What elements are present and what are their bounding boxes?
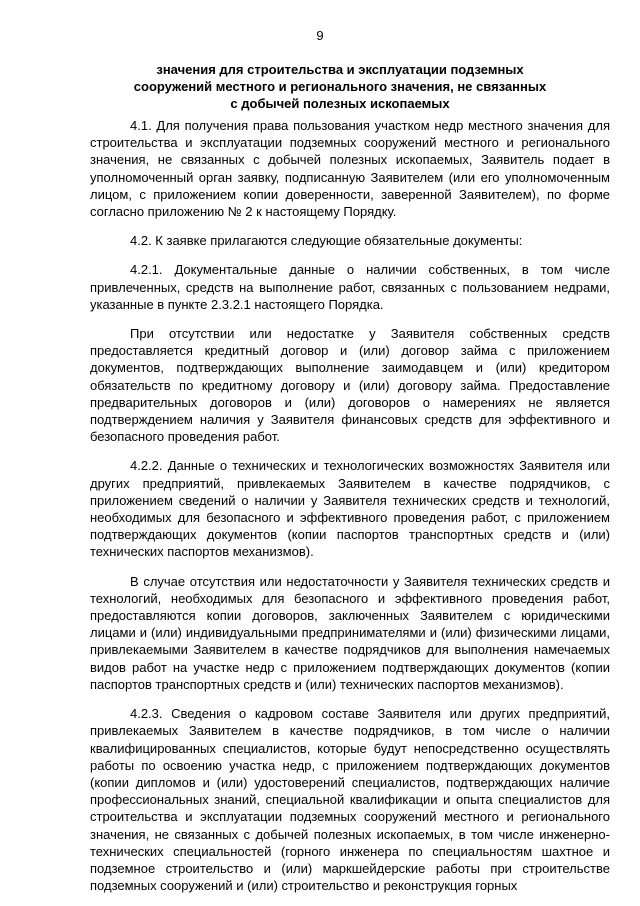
paragraph-own-funds: При отсутствии или недостатке у Заявителя собственных средств предоставляется кредитный договор и (или) договор займа с приложением документов, подтверждающих выполнение заимодавцем и (или) кредитором обязательств по кредитному договору и (или) договору займа. Предоставление предварительных договоров и (или) договоров о намерениях не является подтверждением наличия у Заявителя финансовых средств для эффективного и безопасного проведения работ. bbox=[90, 326, 610, 445]
heading-line: значения для строительства и эксплуатации подземных bbox=[156, 62, 524, 77]
body-text bbox=[90, 117, 610, 906]
heading-line: сооружений местного и регионального значения, не связанных bbox=[133, 79, 547, 94]
paragraph-4-2-2: 4.2.2. Данные о технических и технологических возможностях Заявителя или других предприятий, привлекаемых Заявителем в качестве подрядчиков, с приложением сведений о наличии у Заявителя технических средств и технологий, необходимых для безопасного и эффективного проведения работ, с приложением подтверждающих документов (копии паспортов транспортных средств и (или) технических паспортов механизмов). bbox=[90, 458, 610, 560]
paragraph-4-2-3: 4.2.3. Сведения о кадровом составе Заявителя или других предприятий, привлекаемых Заявителем в качестве подрядчиков, в том числе о наличии квалифицированных специалистов, которые будут непосредственно осуществлять работы по освоению участка недр, с приложением подтверждающих документов (копии дипломов и (или) удостоверений специалистов, подтверждающих наличие профессиональных знаний, специальной квалификации и опыта специалистов для строительства и эксплуатации подземных сооружений местного и регионального значения, не связанных с добычей полезных ископаемых, в том числе инженерно-технических специальностей (горного инженера по специальностям шахтное и подземное строительство и (или) маркшейдерские работы при строительстве подземных сооружений и (или) строительство и реконструкция горных bbox=[90, 706, 610, 894]
heading-line: с добычей полезных ископаемых bbox=[230, 96, 450, 111]
paragraph-4-2-1: 4.2.1. Документальные данные о наличии собственных, в том числе привлеченных, средств на выполнение работ, связанных с пользованием недрами, указанные в пункте 2.3.2.1 настоящего Порядка. bbox=[90, 262, 610, 312]
page-number: 9 bbox=[316, 28, 324, 43]
paragraph-technical-means: В случае отсутствия или недостаточности у Заявителя технических средств и технологий, необходимых для безопасного и эффективного проведения работ, предоставляются копии договоров, заключенных Заявителем с юридическими лицами и (или) индивидуальными предпринимателями и (или) физическими лицами, привлекаемыми Заявителем в качестве подрядчиков для выполнения намечаемых видов работ на участке недр с приложением подтверждающих документов (копии паспортов транспортных средств и (или) технических паспортов механизмов). bbox=[90, 573, 610, 692]
paragraph-4-1: 4.1. Для получения права пользования участком недр местного значения для строительства и эксплуатации подземных сооружений местного и регионального значения, не связанных с добычей полезных ископаемых, Заявитель подает в уполномоченный орган заявку, подписанную Заявителем (или его уполномоченным лицом, с приложением копии доверенности, заверенной Заявителем), по форме согласно приложению № 2 к настоящему Порядку. bbox=[90, 118, 610, 220]
paragraph-4-2: 4.2. К заявке прилагаются следующие обязательные документы: bbox=[130, 233, 523, 249]
section-heading bbox=[70, 61, 610, 112]
